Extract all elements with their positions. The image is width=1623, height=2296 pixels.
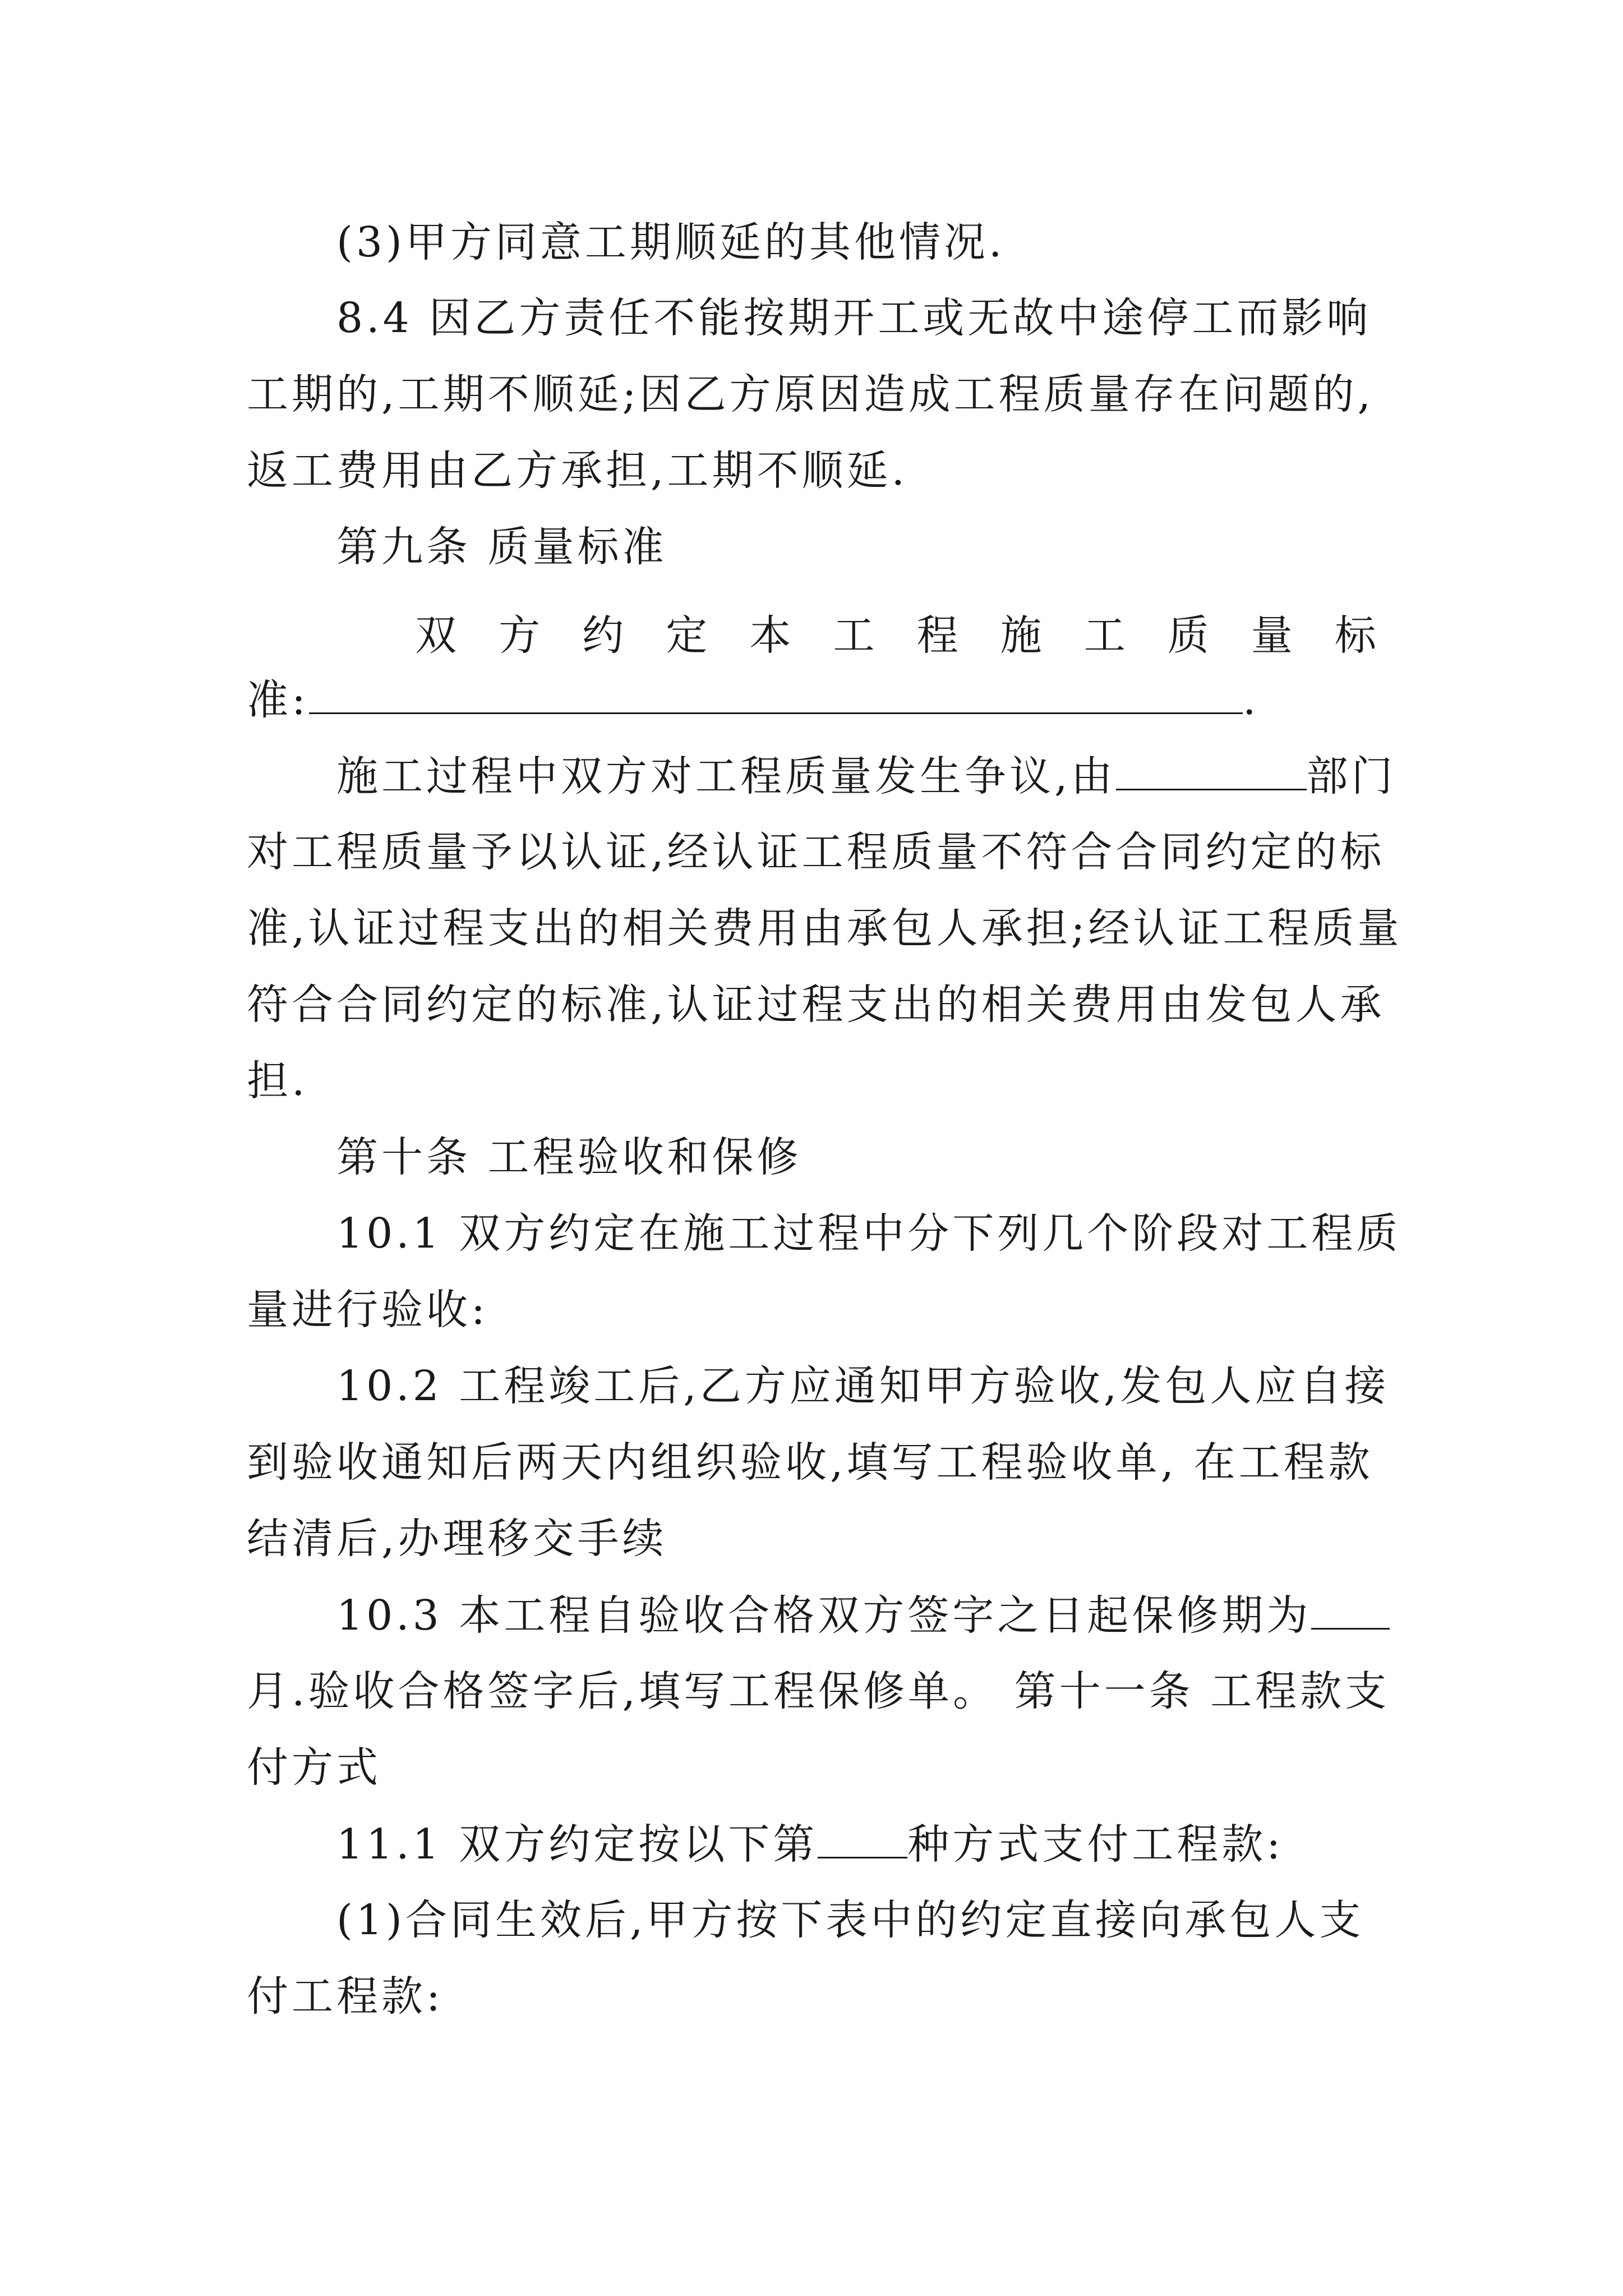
text-line [336, 1820, 1284, 1874]
text-line [247, 676, 1260, 729]
blank-line [309, 679, 1243, 714]
text-line: 担. [247, 1057, 308, 1105]
text-segment: 部门 [1306, 752, 1396, 800]
text-segment: 11.1 双方约定按以下第 [336, 1820, 818, 1869]
text-line: 准,认证过程支出的相关费用由承包人承担;经认证工程质量 [247, 904, 1403, 953]
text-line: 10.1 双方约定在施工过程中分下列几个阶段对工程质 [336, 1209, 1401, 1258]
text-segment: 准: [247, 676, 309, 724]
char: 约 [582, 611, 628, 660]
char: 工 [833, 611, 878, 660]
text-line: 符合合同约定的标准,认证过程支出的相关费用由发包人承 [247, 981, 1385, 1029]
spaced-text-line [415, 602, 1380, 662]
char: 双 [415, 611, 460, 660]
text-line: 8.4 因乙方责任不能按期开工或无故中途停工而影响 [336, 294, 1372, 342]
char: 质 [1167, 611, 1212, 660]
blank-line [1311, 1594, 1390, 1630]
text-line: 工期的,工期不顺延;因乙方原因造成工程质量存在问题的, [247, 370, 1374, 418]
text-line: 付工程款: [247, 1972, 444, 2021]
char: 标 [1334, 611, 1380, 660]
text-segment: . [1242, 676, 1260, 724]
text-line: 量进行验收: [247, 1286, 488, 1334]
text-segment: 施工过程中双方对工程质量发生争议,由 [336, 752, 1116, 800]
section-heading-9: 第九条 质量标准 [336, 523, 667, 571]
char: 方 [499, 611, 544, 660]
text-line [336, 1591, 1390, 1645]
text-line: 付方式 [247, 1743, 381, 1792]
blank-line [1116, 755, 1307, 790]
text-line: 到验收通知后两天内组织验收,填写工程验收单, 在工程款 [247, 1438, 1373, 1487]
text-line: 对工程质量予以认证,经认证工程质量不符合合同约定的标 [247, 828, 1385, 876]
section-heading-10: 第十条 工程验收和保修 [336, 1133, 802, 1181]
text-line: 返工费用由乙方承担,工期不顺延. [247, 447, 909, 495]
text-line: (3)甲方同意工期顺延的其他情况. [336, 218, 1006, 266]
text-segment: 10.3 本工程自验收合格双方签字之日起保修期为 [336, 1591, 1312, 1640]
text-line: 月.验收合格签字后,填写工程保修单。 第十一条 工程款支 [247, 1667, 1390, 1715]
char: 本 [749, 611, 795, 660]
text-line: (1)合同生效后,甲方按下表中的约定直接向承包人支 [336, 1896, 1364, 1944]
char: 程 [916, 611, 962, 660]
text-segment: 种方式支付工程款: [907, 1820, 1284, 1869]
char: 工 [1083, 611, 1129, 660]
char: 施 [1000, 611, 1045, 660]
blank-line [818, 1823, 907, 1858]
text-line: 10.2 工程竣工后,乙方应通知甲方验收,发包人应自接 [336, 1362, 1390, 1410]
text-line: 结清后,办理移交手续 [247, 1515, 667, 1563]
text-line [336, 752, 1396, 806]
char: 定 [666, 611, 711, 660]
char: 量 [1251, 611, 1296, 660]
